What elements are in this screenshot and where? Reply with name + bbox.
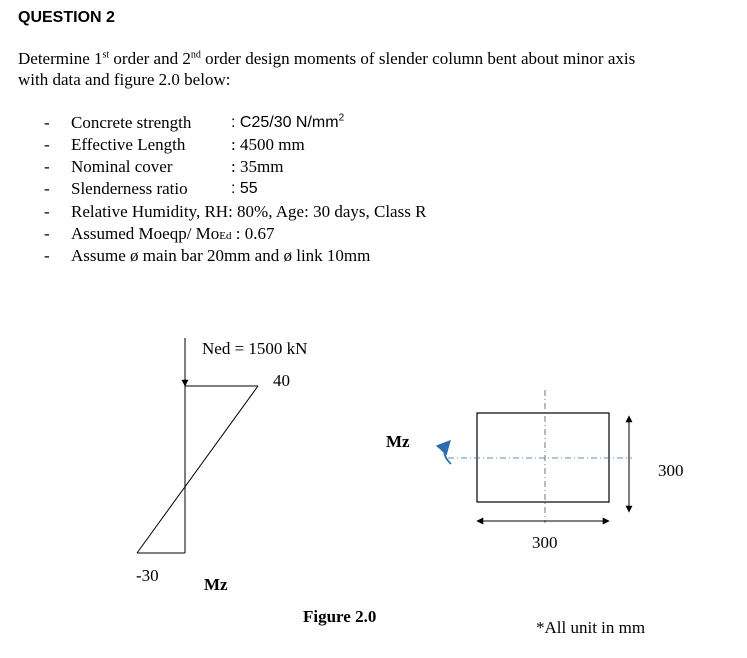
intro-sup-st: st bbox=[102, 49, 110, 61]
concrete-value-text: : C25/30 N/mm bbox=[231, 114, 339, 131]
bullet-dash: - bbox=[44, 113, 50, 132]
slenderness-value: : 55 bbox=[231, 180, 258, 197]
slenderness-label: Slenderness ratio bbox=[71, 179, 188, 198]
moment-ratio-sub: Ed bbox=[219, 230, 232, 242]
intro-line-2: with data and figure 2.0 below: bbox=[18, 70, 231, 89]
bullet-dash: - bbox=[44, 179, 50, 198]
section-rectangle bbox=[477, 413, 609, 502]
nominal-cover-value: : 35mm bbox=[231, 157, 284, 176]
axial-load-label: Ned = 1500 kN bbox=[202, 339, 308, 358]
moment-slope-line bbox=[137, 386, 258, 553]
bar-sizes-line: Assume ø main bar 20mm and ø link 10mm bbox=[71, 246, 371, 265]
rotation-moment-icon bbox=[444, 442, 451, 464]
moment-ratio-value: : 0.67 bbox=[231, 224, 275, 243]
humidity-line: Relative Humidity, RH: 80%, Age: 30 days, Class R bbox=[71, 202, 427, 221]
bullet-dash: - bbox=[44, 157, 50, 176]
bullet-dash: - bbox=[44, 224, 50, 243]
units-note: *All unit in mm bbox=[536, 618, 646, 637]
concrete-value-sup: 2 bbox=[338, 112, 345, 124]
intro-text-c: order design moments of slender column bent about minor axis bbox=[200, 49, 636, 68]
cross-section bbox=[444, 390, 632, 523]
effective-length-label: Effective Length bbox=[71, 135, 186, 154]
question-title: QUESTION 2 bbox=[18, 9, 115, 26]
section-moment-label: Mz bbox=[386, 432, 410, 451]
nominal-cover-label: Nominal cover bbox=[71, 157, 173, 176]
width-dimension-label: 300 bbox=[532, 533, 558, 552]
intro-text-a: Determine 1 bbox=[18, 49, 103, 68]
bottom-moment-value: -30 bbox=[136, 566, 159, 585]
bullet-dash: - bbox=[44, 246, 50, 265]
figure-caption: Figure 2.0 bbox=[303, 607, 377, 626]
intro-text-b: order and 2 bbox=[109, 49, 191, 68]
effective-length-value: : 4500 mm bbox=[231, 135, 305, 154]
diagram-axis-label: Mz bbox=[204, 575, 228, 594]
height-dimension-label: 300 bbox=[658, 461, 684, 480]
top-moment-value: 40 bbox=[273, 371, 290, 390]
moment-diagram bbox=[137, 386, 258, 553]
bullet-dash: - bbox=[44, 135, 50, 154]
intro-sup-nd: nd bbox=[190, 49, 201, 61]
concrete-strength-label: Concrete strength bbox=[71, 113, 192, 132]
moment-ratio-text: Assumed Moeqp/ Mo bbox=[71, 224, 220, 243]
bullet-dash: - bbox=[44, 202, 50, 221]
